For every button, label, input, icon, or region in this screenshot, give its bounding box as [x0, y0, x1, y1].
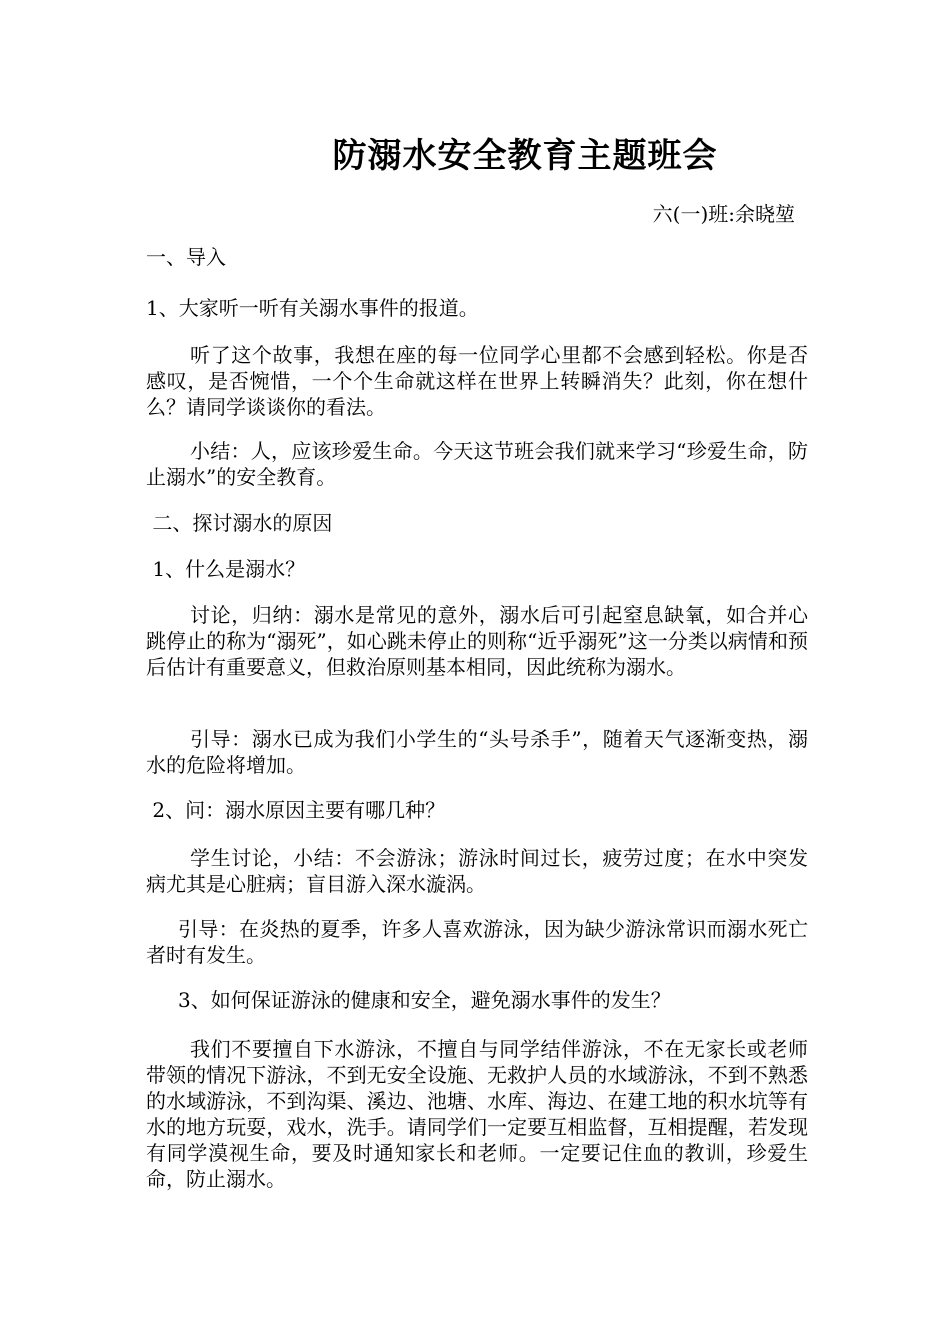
- paragraph-guidance-1: 引导：溺水已成为我们小学生的“头号杀手”，随着天气逐渐变热，溺水的危险将增加。: [146, 727, 808, 777]
- list-item-safety-question: 3、如何保证游泳的健康和安全，避免溺水事件的发生？: [178, 988, 671, 1012]
- document-title: 防溺水安全教育主题班会: [332, 136, 718, 176]
- list-item-causes-question: 2、问：溺水原因主要有哪几种？: [146, 798, 446, 822]
- paragraph-safety-rules: 我们不要擅自下水游泳，不擅自与同学结伴游泳，不在无家长或老师带领的情况下游泳，不到无安全设施、无救护人员的水域游泳，不到不熟悉的水域游泳，不到沟渠、溪边、池塘、水库、海边、在建工地的积水坑等有水的地方玩耍，戏水，洗手。请同学们一定要互相监督，互相提醒，若发现有同学漠视生命，要及时通知家长和老师。一定要记住血的教训，珍爱生命，防止溺水。: [146, 1037, 808, 1191]
- section-heading-causes: 二、探讨溺水的原因: [146, 511, 333, 535]
- paragraph-summary: 小结：人，应该珍爱生命。今天这节班会我们就来学习“珍爱生命，防止溺水”的安全教育。: [146, 439, 808, 489]
- list-item-report: 1、大家听一听有关溺水事件的报道。: [146, 296, 479, 320]
- author-line: 六(一)班:余晓堃: [652, 202, 795, 226]
- paragraph-definition: 讨论，归纳：溺水是常见的意外，溺水后可引起窒息缺氧，如合并心跳停止的称为“溺死”，如心跳未停止的则称“近乎溺死”这一分类以病情和预后估计有重要意义，但救治原则基本相同，因此统称为溺水。: [146, 603, 808, 679]
- paragraph-causes-summary: 学生讨论，小结：不会游泳；游泳时间过长，疲劳过度；在水中突发病尤其是心脏病；盲目游入深水漩涡。: [146, 846, 808, 896]
- paragraph-guidance-2: 引导：在炎热的夏季，许多人喜欢游泳，因为缺少游泳常识而溺水死亡者时有发生。: [146, 917, 808, 967]
- section-heading-intro: 一、导入: [146, 245, 226, 269]
- list-item-what-is-drowning: 1、什么是溺水？: [146, 557, 306, 581]
- paragraph-story: 听了这个故事，我想在座的每一位同学心里都不会感到轻松。你是否感叹，是否惋惜，一个个生命就这样在世界上转瞬消失？此刻，你在想什么？请同学谈谈你的看法。: [146, 343, 808, 419]
